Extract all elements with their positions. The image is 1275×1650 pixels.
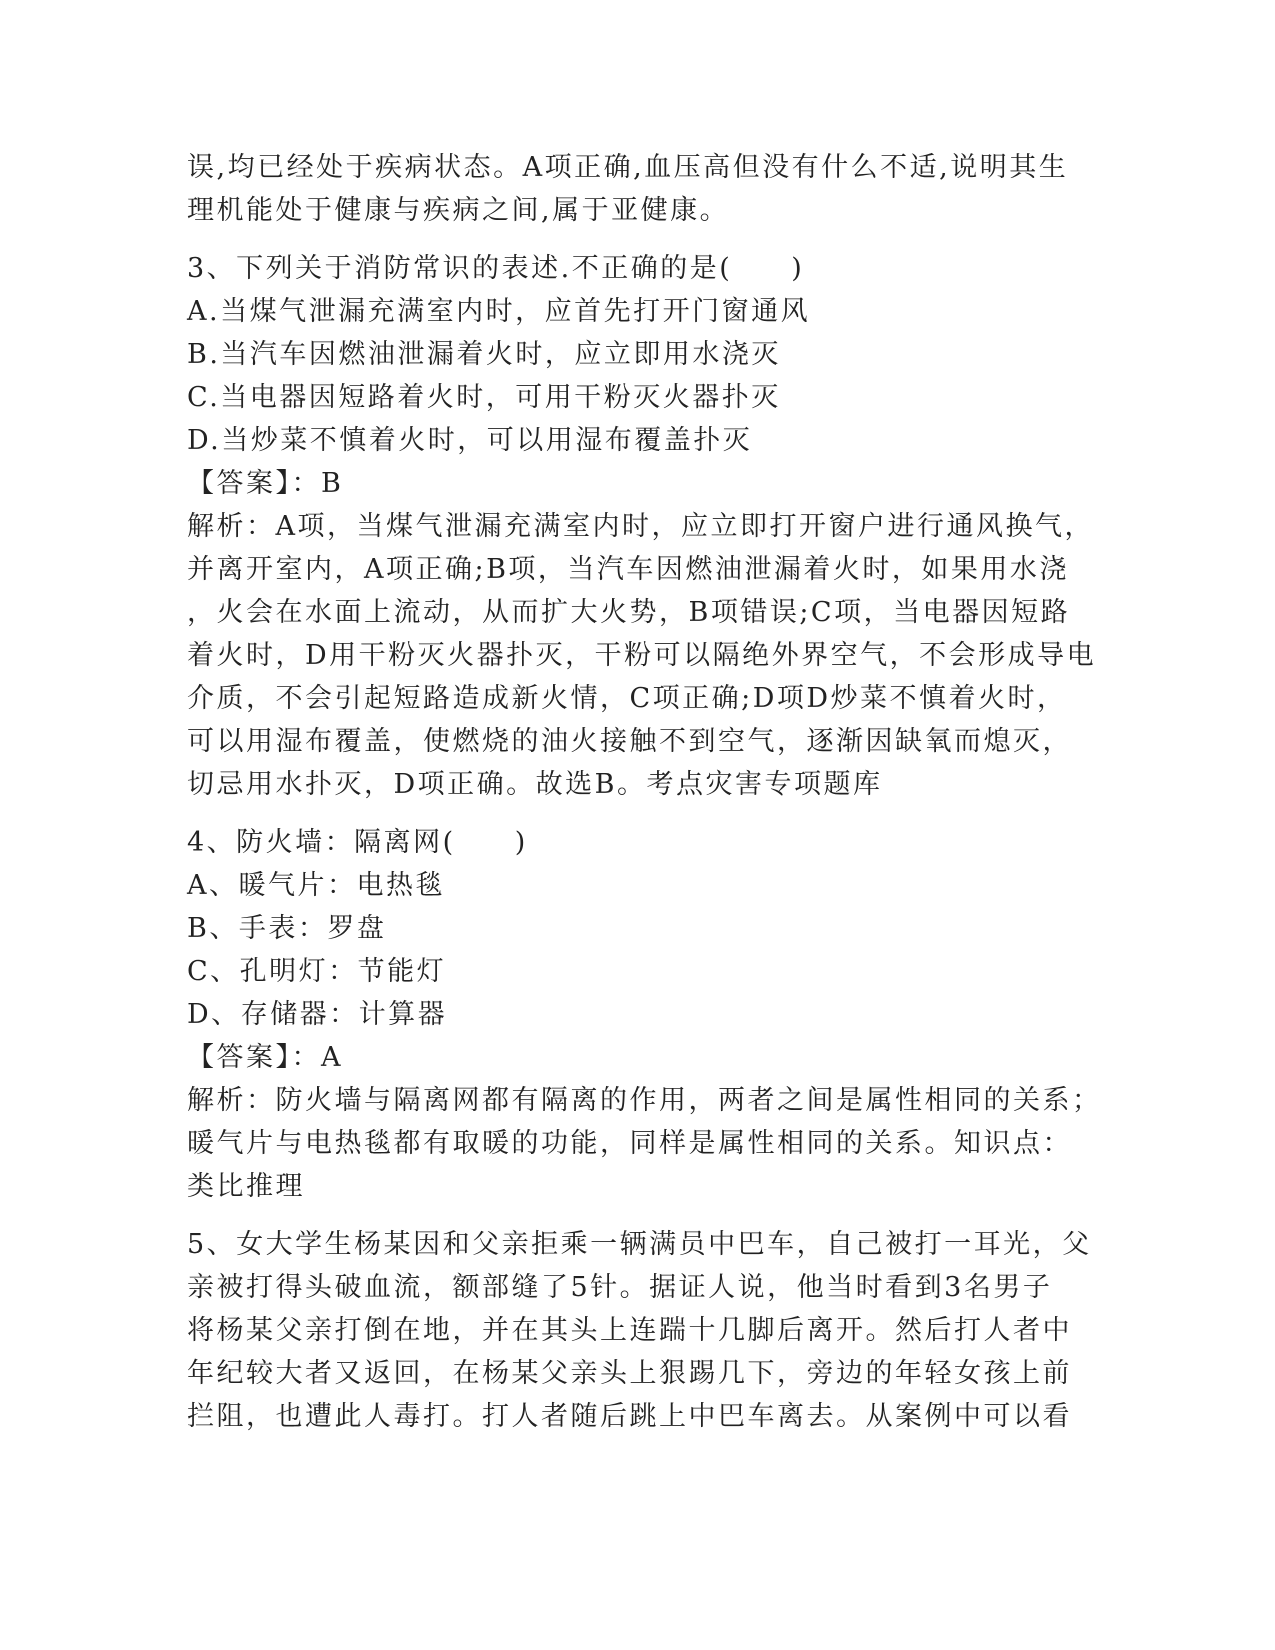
question-text: 拦阻，也遭此人毒打。打人者随后跳上中巴车离去。从案例中可以看 (187, 1401, 1072, 1432)
text-line: 误,均已经处于疾病状态。A项正确,血压高但没有什么不适,说明其生 (187, 152, 1069, 183)
question-3 (187, 247, 1097, 806)
analysis-line: 并离开室内，A项正确;B项，当汽车因燃油泄漏着火时，如果用水浇 (187, 554, 1069, 585)
option-a: A.当煤气泄漏充满室内时，应首先打开门窗通风 (187, 296, 811, 327)
question-text: 亲被打得头破血流，额部缝了5针。据证人说，他当时看到3名男子 (187, 1272, 1053, 1303)
option-b: B.当汽车因燃油泄漏着火时，应立即用水浇灭 (187, 339, 781, 370)
analysis-line: 着火时，D用干粉灭火器扑灭，干粉可以隔绝外界空气，不会形成导电 (187, 640, 1097, 671)
paragraph-gap (187, 806, 1087, 821)
paragraph-gap (187, 1208, 1087, 1223)
analysis-line: 介质，不会引起短路造成新火情，C项正确;D项D炒菜不慎着火时， (187, 683, 1067, 714)
analysis-line: 解析：防火墙与隔离网都有隔离的作用，两者之间是属性相同的关系； (187, 1085, 1102, 1116)
analysis-line: 类比推理 (187, 1171, 305, 1202)
analysis-line: 解析：A项，当煤气泄漏充满室内时，应立即打开窗户进行通风换气， (187, 511, 1094, 542)
option-d: D、存储器：计算器 (187, 999, 448, 1030)
option-c: C、孔明灯：节能灯 (187, 956, 447, 987)
intro-paragraph (187, 146, 1087, 232)
paragraph-gap (187, 232, 1087, 247)
question-4 (187, 821, 1102, 1208)
option-b: B、手表：罗盘 (187, 913, 387, 944)
question-text: 年纪较大者又返回，在杨某父亲头上狠踢几下，旁边的年轻女孩上前 (187, 1358, 1072, 1389)
analysis-line: ，火会在水面上流动，从而扩大火势，B项错误;C项，当电器因短路 (187, 597, 1071, 628)
question-text: 3、下列关于消防常识的表述.不正确的是( ) (187, 253, 805, 284)
analysis-line: 切忌用水扑灭，D项正确。故选B。考点灾害专项题库 (187, 769, 883, 800)
question-5 (187, 1223, 1092, 1438)
question-text: 将杨某父亲打倒在地，并在其头上连踹十几脚后离开。然后打人者中 (187, 1315, 1072, 1346)
question-text: 5、女大学生杨某因和父亲拒乘一辆满员中巴车，自己被打一耳光，父 (187, 1229, 1092, 1260)
option-c: C.当电器因短路着火时，可用干粉灭火器扑灭 (187, 382, 781, 413)
question-text: 4、防火墙：隔离网( ) (187, 827, 528, 858)
option-d: D.当炒菜不慎着火时，可以用湿布覆盖扑灭 (187, 425, 753, 456)
analysis-line: 暖气片与电热毯都有取暖的功能，同样是属性相同的关系。知识点： (187, 1128, 1072, 1159)
answer-line: 【答案】：B (187, 468, 344, 499)
document-body (187, 146, 1102, 1438)
answer-line: 【答案】：A (187, 1042, 343, 1073)
text-line: 理机能处于健康与疾病之间,属于亚健康。 (187, 195, 730, 226)
option-a: A、暖气片：电热毯 (187, 870, 445, 901)
analysis-line: 可以用湿布覆盖，使燃烧的油火接触不到空气，逐渐因缺氧而熄灭， (187, 726, 1072, 757)
